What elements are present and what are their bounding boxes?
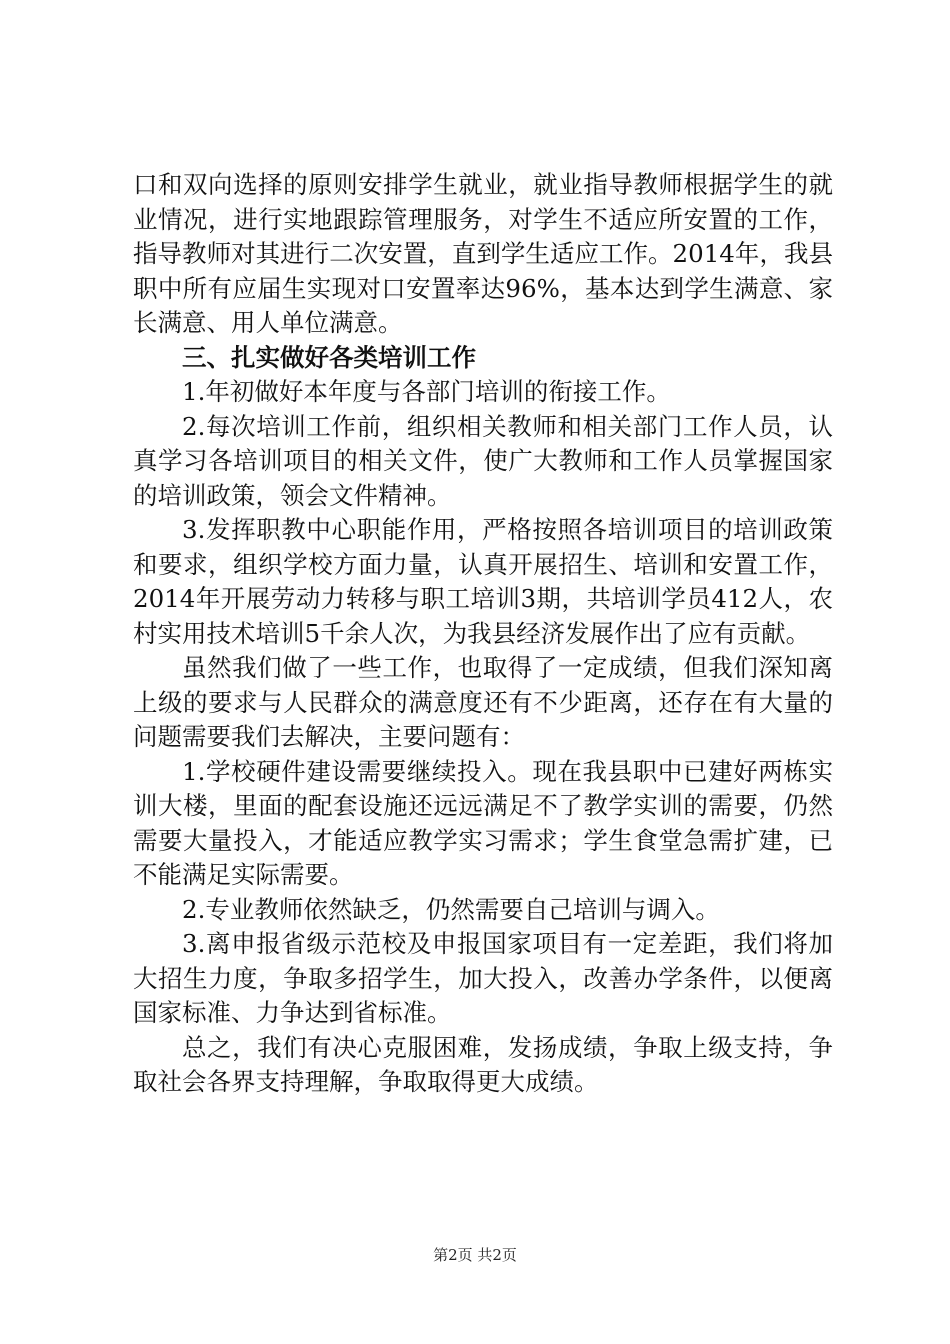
document-body [133,168,833,1100]
page-footer: 第2页 共2页 [433,1246,517,1264]
paragraph-continuation: 口和双向选择的原则安排学生就业，就业指导教师根据学生的就业情况，进行实地跟踪管理服务，对学生不适应所安置的工作，指导教师对其进行二次安置，直到学生适应工作。2014年，我县职中所有应届生实现对口安置率达96%，基本达到学生满意、家长满意、用人单位满意。 [133,170,833,337]
problems-intro-paragraph: 虽然我们做了一些工作，也取得了一定成绩，但我们深知离上级的要求与人民群众的满意度还有不少距离，还存在有大量的问题需要我们去解决，主要问题有： [133,653,833,751]
list-item-1: 1.年初做好本年度与各部门培训的衔接工作。 [182,377,671,406]
problem-item-1: 1.学校硬件建设需要继续投入。现在我县职中已建好两栋实训大楼，里面的配套设施还远远满足不了教学实训的需要，仍然需要大量投入，才能适应教学实习需求；学生食堂急需扩建，已不能满足实际需要。 [133,756,833,889]
conclusion-paragraph: 总之，我们有决心克服困难，发扬成绩，争取上级支持，争取社会各界支持理解，争取取得更大成绩。 [133,1032,833,1096]
section-heading: 三、扎实做好各类培训工作 [182,342,476,372]
list-item-2: 2.每次培训工作前，组织相关教师和相关部门工作人员，认真学习各培训项目的相关文件，使广大教师和工作人员掌握国家的培训政策，领会文件精神。 [133,411,833,510]
problem-item-3: 3.离申报省级示范校及申报国家项目有一定差距，我们将加大招生力度，争取多招学生，加大投入，改善办学条件，以便离国家标准、力争达到省标准。 [133,929,833,1027]
problem-item-2: 2.专业教师依然缺乏，仍然需要自己培训与调入。 [182,894,720,924]
list-item-3: 3.发挥职教中心职能作用，严格按照各培训项目的培训政策和要求，组织学校方面力量，认真开展招生、培训和安置工作，2014年开展劳动力转移与职工培训3期，共培训学员412人，农村实用技术培训5千余人次，为我县经济发展作出了应有贡献。 [133,515,833,648]
